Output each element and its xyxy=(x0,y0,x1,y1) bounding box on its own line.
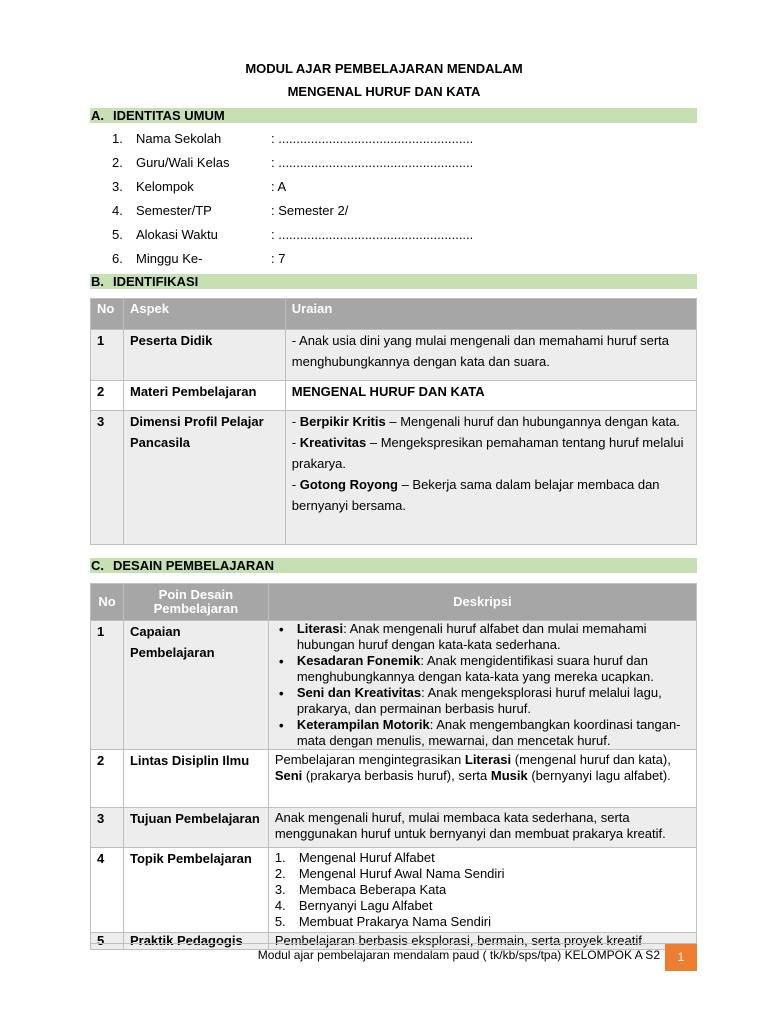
identity-row xyxy=(112,154,473,172)
row-label: Minggu Ke- xyxy=(136,251,203,266)
profile-item: - Berpikir Kritis – Mengenali huruf dan hubungannya dengan kata. xyxy=(291,414,680,429)
table-header-row xyxy=(91,584,697,621)
row-value: : ...................................................... xyxy=(271,131,474,146)
row-number: 2. xyxy=(112,155,123,170)
row-number: 3. xyxy=(112,179,123,194)
cell-uraian: - Anak usia dini yang mulai mengenali dan memahami huruf serta menghubungkannya dengan kata dan suara. xyxy=(285,330,696,381)
achievement-list xyxy=(275,621,690,749)
table-row xyxy=(91,621,697,750)
cell-aspek: Peserta Didik xyxy=(123,330,285,381)
row-value: : ...................................................... xyxy=(271,227,474,242)
cell-aspek: Dimensi Profil Pelajar Pancasila xyxy=(123,411,285,545)
document-subtitle: MENGENAL HURUF DAN KATA xyxy=(287,84,481,99)
cell-uraian xyxy=(285,411,696,545)
footer-divider xyxy=(90,943,697,944)
row-value: : Semester 2/ xyxy=(271,203,349,218)
section-letter: B. xyxy=(91,274,104,289)
list-item: • Seni dan Kreativitas: Anak mengeksplorasi huruf melalui lagu, prakarya, dan permainan berbasis huruf. xyxy=(275,685,690,717)
table-header-row xyxy=(91,299,697,330)
section-title: IDENTIFIKASI xyxy=(113,274,199,289)
table-row xyxy=(91,411,697,545)
header-poin: Poin Desain Pembelajaran xyxy=(123,584,268,621)
row-number: 1. xyxy=(112,131,123,146)
identity-row xyxy=(112,130,473,148)
list-item: • Kesadaran Fonemik: Anak mengidentifikasi suara huruf dan menghubungkannya dengan kata-kata yang mereka ucapkan. xyxy=(275,653,690,685)
design-table xyxy=(90,583,697,950)
topic-list xyxy=(275,850,690,930)
cell-aspek: Capaian Pembelajaran xyxy=(123,621,268,750)
cell-no: 5 xyxy=(91,933,124,950)
section-title: DESAIN PEMBELAJARAN xyxy=(113,558,275,573)
table-row xyxy=(91,750,697,808)
list-item: 4. Bernyanyi Lagu Alfabet xyxy=(274,898,433,913)
section-a-heading xyxy=(90,108,697,123)
table-row xyxy=(91,330,697,381)
row-number: 6. xyxy=(112,251,123,266)
footer-text: Modul ajar pembelajaran mendalam paud ( tk/kb/sps/tpa) KELOMPOK A S2 xyxy=(257,948,660,962)
cell-deskripsi: Pembelajaran mengintegrasikan Literasi (mengenal huruf dan kata), Seni (prakarya berbasis huruf), serta Musik (bernyanyi lagu alfabet). xyxy=(268,750,696,808)
cell-no: 2 xyxy=(91,750,124,808)
section-b-heading xyxy=(90,274,697,289)
cell-aspek: Praktik Pedagogis xyxy=(123,933,268,950)
identification-table xyxy=(90,298,697,545)
section-letter: A. xyxy=(91,108,104,123)
cell-deskripsi: Anak mengenali huruf, mulai membaca kata sederhana, serta menggunakan huruf untuk bernyanyi dan membuat prakarya kreatif. xyxy=(268,808,696,848)
profile-item: - Gotong Royong – Bekerja sama dalam belajar membaca dan bernyanyi bersama. xyxy=(291,477,660,513)
list-item: 3. Membaca Beberapa Kata xyxy=(274,882,447,897)
table-row xyxy=(91,933,697,950)
cell-deskripsi: Pembelajaran berbasis eksplorasi, bermain, serta proyek kreatif xyxy=(268,933,696,950)
header-aspek: Aspek xyxy=(123,299,285,330)
row-value: : ...................................................... xyxy=(271,155,474,170)
section-title: IDENTITAS UMUM xyxy=(113,108,225,123)
table-row xyxy=(91,381,697,411)
row-label: Guru/Wali Kelas xyxy=(136,155,230,170)
row-label: Semester/TP xyxy=(136,203,212,218)
list-item: 2. Mengenal Huruf Awal Nama Sendiri xyxy=(274,866,505,881)
identity-row xyxy=(112,202,348,220)
table-row xyxy=(91,848,697,933)
row-value: : A xyxy=(271,179,287,194)
document-title: MODUL AJAR PEMBELAJARAN MENDALAM xyxy=(245,61,523,76)
cell-no: 3 xyxy=(91,411,124,545)
cell-deskripsi xyxy=(268,848,696,933)
cell-no: 4 xyxy=(91,848,124,933)
list-item: 5. Membuat Prakarya Nama Sendiri xyxy=(274,914,492,929)
header-uraian: Uraian xyxy=(285,299,696,330)
cell-aspek: Lintas Disiplin Ilmu xyxy=(123,750,268,808)
cell-no: 1 xyxy=(91,621,124,750)
cell-no: 2 xyxy=(91,381,124,411)
cell-no: 3 xyxy=(91,808,124,848)
row-number: 4. xyxy=(112,203,123,218)
cell-deskripsi xyxy=(268,621,696,750)
list-item: • Literasi: Anak mengenali huruf alfabet dan mulai memahami hubungan huruf dengan kata-kata sederhana. xyxy=(275,621,690,653)
cell-uraian: MENGENAL HURUF DAN KATA xyxy=(285,381,696,411)
section-letter: C. xyxy=(91,558,104,573)
row-label: Alokasi Waktu xyxy=(136,227,218,242)
header-no: No xyxy=(91,584,124,621)
cell-aspek: Materi Pembelajaran xyxy=(123,381,285,411)
cell-aspek: Topik Pembelajaran xyxy=(123,848,268,933)
list-item: • Keterampilan Motorik: Anak mengembangkan koordinasi tangan-mata dengan menulis, mewarnai, dan mencetak huruf. xyxy=(275,717,690,749)
identity-row xyxy=(112,250,285,268)
row-label: Nama Sekolah xyxy=(136,131,222,146)
identity-row xyxy=(112,178,286,196)
page-number: 1 xyxy=(665,944,697,971)
cell-no: 1 xyxy=(91,330,124,381)
header-deskripsi: Deskripsi xyxy=(268,584,696,621)
list-item: 1. Mengenal Huruf Alfabet xyxy=(274,850,435,865)
section-c-heading xyxy=(90,558,697,573)
row-number: 5. xyxy=(112,227,123,242)
cell-aspek: Tujuan Pembelajaran xyxy=(123,808,268,848)
row-value: : 7 xyxy=(271,251,286,266)
identity-row xyxy=(112,226,473,244)
table-row xyxy=(91,808,697,848)
row-label: Kelompok xyxy=(136,179,194,194)
header-no: No xyxy=(91,299,124,330)
profile-item: - Kreativitas – Mengekspresikan pemahaman tentang huruf melalui prakarya. xyxy=(291,435,684,471)
